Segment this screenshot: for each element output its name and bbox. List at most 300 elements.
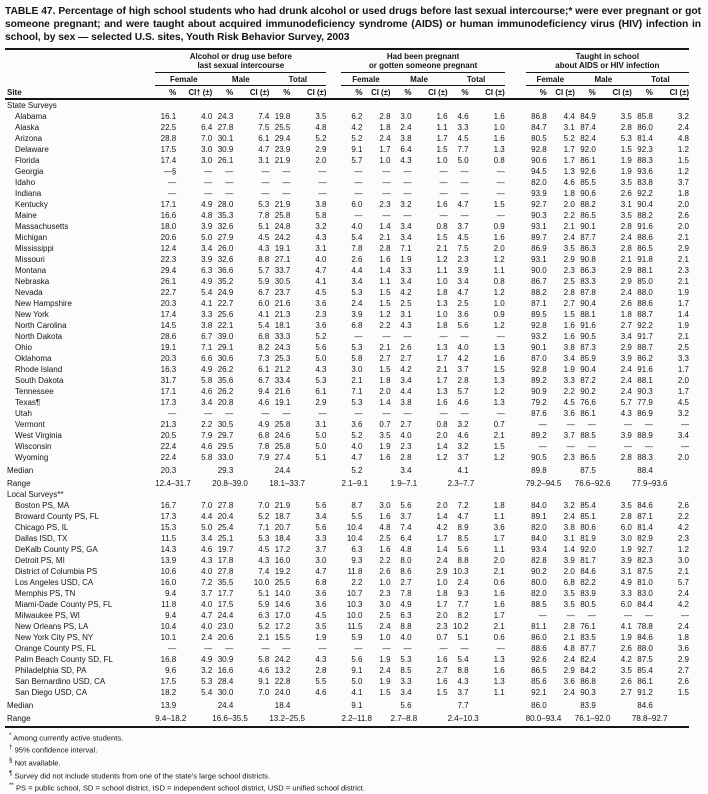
ci-value: 3.5 [620, 500, 632, 510]
ci-value: 2.7 [436, 665, 448, 675]
table-row [5, 687, 689, 698]
value-cell [155, 199, 212, 210]
percent-value: 86.0 [531, 632, 547, 642]
ci-value: — [566, 419, 575, 429]
site-cell: Milwaukee PS, WI [15, 610, 80, 620]
value-cell [391, 408, 448, 419]
percent-value: 85.6 [531, 676, 547, 686]
value-cell [326, 397, 390, 408]
ci-value: 5.9 [258, 276, 270, 286]
median-value: 5.6 [400, 700, 412, 710]
col-group-pregnancy: Had been pregnant or gotten someone pregnant [326, 49, 504, 73]
percent-value: 30.0 [217, 687, 234, 697]
value-cell [505, 665, 575, 676]
percent-value: 14.6 [274, 599, 291, 609]
percent-value: 10.2 [453, 621, 469, 631]
range-value: 2.1–9.1 [341, 478, 369, 488]
ci-value: 1.2 [493, 320, 505, 330]
value-cell [632, 243, 689, 254]
value-cell [326, 199, 390, 210]
value-cell [326, 364, 390, 375]
ci-value: 7.4 [258, 566, 270, 576]
ci-value: 1.2 [677, 544, 689, 554]
table-row [5, 166, 689, 177]
value-cell [326, 298, 390, 309]
value-cell [505, 522, 575, 533]
value-cell [391, 243, 448, 254]
percent-value: 87.6 [531, 408, 547, 418]
value-cell [155, 254, 212, 265]
site-cell: DeKalb County PS, GA [15, 544, 98, 554]
ci-value: 1.7 [677, 364, 689, 374]
ci-value: 5.7 [258, 265, 270, 275]
ci-value: — [623, 441, 632, 451]
percent-value: 29.4 [160, 265, 177, 275]
value-cell [632, 511, 689, 522]
percent-value: 7.4 [400, 522, 412, 532]
value-cell [326, 430, 390, 441]
value-cell [155, 476, 212, 489]
ci-value: — [261, 177, 270, 187]
percent-value: — [460, 188, 469, 198]
value-cell [212, 342, 269, 353]
ci-value: 2.5 [379, 610, 391, 620]
value-cell [505, 430, 575, 441]
value-cell [269, 375, 326, 386]
site-col-spacer [5, 73, 155, 86]
measure-pct-ci: % CI (±) [505, 86, 575, 99]
table-row [5, 555, 689, 566]
subheader-total: Total [632, 73, 689, 86]
ci-value: 4.0 [201, 621, 213, 631]
site-cell: Broward County PS, FL [15, 511, 100, 521]
value-cell [212, 166, 269, 177]
ci-value: 1.5 [379, 364, 391, 374]
value-cell [632, 122, 689, 133]
ci-value: 2.1 [563, 632, 575, 642]
ci-value: — [261, 408, 270, 418]
ci-value: 1.4 [379, 397, 391, 407]
value-cell [212, 188, 269, 199]
value-cell [269, 566, 326, 577]
ci-value: 3.0 [620, 533, 632, 543]
value-cell [391, 353, 448, 364]
value-cell [212, 386, 269, 397]
site-cell: San Bernardino USD, CA [15, 676, 106, 686]
percent-value: 3.7 [457, 364, 469, 374]
value-cell [212, 353, 269, 364]
percent-value: 84.6 [580, 566, 596, 576]
percent-value: 5.6 [457, 320, 469, 330]
value-cell [212, 232, 269, 243]
value-cell [391, 122, 448, 133]
value-cell [448, 133, 505, 144]
percent-value: 28.4 [217, 676, 234, 686]
table-row [5, 386, 689, 397]
table-row [5, 654, 689, 665]
ci-value: 1.3 [563, 166, 575, 176]
ci-value: 1.1 [493, 544, 505, 554]
value-cell [505, 397, 575, 408]
measure-pct-ci: % CI (±) [632, 86, 689, 99]
percent-value: 7.7 [457, 599, 469, 609]
value-cell [269, 331, 326, 342]
percent-value: 76.6 [580, 397, 596, 407]
percent-value: 17.8 [217, 555, 234, 565]
percent-value: 4.2 [400, 287, 412, 297]
site-cell: New Hampshire [15, 298, 72, 308]
table-row [5, 643, 689, 654]
ci-value: 0.9 [493, 309, 505, 319]
value-cell [391, 397, 448, 408]
measure-pct-ci: % CI (±) [575, 86, 632, 99]
percent-value: 8.2 [457, 610, 469, 620]
value-cell [155, 463, 212, 476]
percent-value: — [403, 177, 412, 187]
value-cell [575, 452, 632, 463]
value-cell [575, 544, 632, 555]
percent-value: 10.6 [160, 566, 177, 576]
percent-value: 17.4 [160, 155, 177, 165]
table-row [5, 500, 689, 511]
percent-value: 84.2 [580, 665, 596, 675]
value-cell [505, 687, 575, 698]
table-row [5, 155, 689, 166]
percent-value: 20.8 [217, 397, 234, 407]
percent-value: 3.4 [400, 276, 412, 286]
value-cell [632, 133, 689, 144]
value-cell [575, 588, 632, 599]
value-cell [505, 199, 575, 210]
site-cell: South Dakota [15, 375, 64, 385]
value-cell [155, 698, 212, 711]
value-cell [269, 441, 326, 452]
ci-value: 4.3 [201, 555, 213, 565]
ci-value: 3.7 [677, 177, 689, 187]
value-cell [326, 111, 390, 122]
subheader-male: Male [391, 73, 448, 86]
percent-value: — [168, 177, 177, 187]
percent-value: 8.5 [457, 533, 469, 543]
percent-value: 90.1 [580, 221, 596, 231]
value-cell [391, 463, 448, 476]
percent-value: 4.5 [457, 133, 469, 143]
value-cell [212, 122, 269, 133]
percent-value: 19.1 [274, 397, 291, 407]
percent-value: 32.6 [217, 221, 234, 231]
ci-value: 2.6 [620, 188, 632, 198]
ci-value: 2.8 [315, 665, 327, 675]
ci-value: 1.2 [493, 287, 505, 297]
value-cell [575, 298, 632, 309]
ci-value: 4.1 [315, 276, 327, 286]
range-value: 13.2–25.5 [269, 713, 305, 723]
value-cell [391, 687, 448, 698]
value-cell [505, 298, 575, 309]
ci-value: 7.9 [258, 452, 270, 462]
value-cell [212, 199, 269, 210]
value-cell [212, 309, 269, 320]
value-cell [632, 386, 689, 397]
site-cell: Indiana [15, 188, 42, 198]
ci-value: 4.8 [677, 133, 689, 143]
ci-value: 3.2 [201, 665, 213, 675]
percent-value: 86.1 [580, 408, 596, 418]
value-cell [632, 320, 689, 331]
value-cell [575, 408, 632, 419]
ci-value: 2.0 [677, 375, 689, 385]
percent-value: 92.7 [637, 544, 653, 554]
value-cell [632, 254, 689, 265]
percent-value: 3.7 [457, 452, 469, 462]
value-cell [632, 463, 689, 476]
ci-value: 1.9 [620, 632, 632, 642]
ci-value: 9.4 [258, 386, 270, 396]
ci-value: 4.0 [201, 599, 213, 609]
section-header-row [5, 99, 689, 111]
ci-value: 1.6 [493, 353, 505, 363]
table-row [5, 511, 689, 522]
value-cell [505, 331, 575, 342]
range-value: 2.7–8.8 [390, 713, 418, 723]
ci-value: 7.8 [258, 210, 270, 220]
value-cell [269, 320, 326, 331]
percent-value: — [168, 408, 177, 418]
value-cell [391, 166, 448, 177]
value-cell [326, 577, 390, 588]
value-cell [448, 320, 505, 331]
value-cell [269, 463, 326, 476]
value-cell [448, 386, 505, 397]
percent-value: — [403, 643, 412, 653]
percent-value: 4.0 [457, 342, 469, 352]
col-group-alcohol-drug-use: Alcohol or drug use before last sexual intercourse [155, 49, 326, 73]
ci-value: 5.0 [315, 430, 327, 440]
subheader-total: Total [269, 73, 326, 86]
percent-value: 10.0 [346, 610, 363, 620]
site-cell: Philadelphia SD, PA [15, 665, 87, 675]
ci-value: 3.6 [315, 588, 327, 598]
value-cell [575, 430, 632, 441]
range-label: Range [7, 478, 31, 488]
value-cell [326, 287, 390, 298]
ci-value: — [261, 188, 270, 198]
percent-value: 85.8 [637, 111, 653, 121]
value-cell [448, 555, 505, 566]
ci-value: 1.3 [493, 342, 505, 352]
value-cell [448, 676, 505, 687]
percent-value: 28.0 [217, 199, 234, 209]
value-cell [575, 711, 632, 727]
percent-value: — [354, 166, 363, 176]
value-cell [326, 522, 390, 533]
value-cell [391, 430, 448, 441]
value-cell [632, 221, 689, 232]
ci-value: 6.8 [315, 577, 327, 587]
value-cell [212, 298, 269, 309]
percent-value: 17.5 [160, 144, 177, 154]
ci-value: 3.9 [201, 254, 213, 264]
percent-value: 35.2 [217, 276, 234, 286]
value-cell [575, 122, 632, 133]
percent-value: 92.8 [531, 364, 547, 374]
value-cell [269, 599, 326, 610]
percent-value: 4.6 [457, 397, 469, 407]
percent-value: 87.8 [580, 287, 596, 297]
value-cell [505, 711, 575, 727]
table-row [5, 298, 689, 309]
percent-value: 88.7 [637, 342, 653, 352]
site-cell: Texas¶ [15, 397, 41, 407]
value-cell [448, 199, 505, 210]
value-cell [575, 320, 632, 331]
percent-value: 20.6 [217, 632, 234, 642]
median-value: 5.2 [351, 465, 363, 475]
ci-value: 2.4 [436, 555, 448, 565]
value-cell [212, 452, 269, 463]
table-row [5, 419, 689, 430]
ci-value: 4.6 [201, 386, 213, 396]
value-cell [505, 555, 575, 566]
percent-value: 25.5 [274, 122, 291, 132]
ci-value: 3.3 [201, 309, 213, 319]
value-cell [212, 133, 269, 144]
value-cell [575, 166, 632, 177]
table-row [5, 144, 689, 155]
ci-value: 2.1 [493, 430, 505, 440]
value-cell [632, 408, 689, 419]
ci-value: 4.5 [315, 610, 327, 620]
ci-value: 0.6 [493, 632, 505, 642]
percent-value: 3.7 [457, 221, 469, 231]
ci-value: 1.3 [493, 676, 505, 686]
percent-value: 83.8 [637, 177, 653, 187]
value-cell [448, 397, 505, 408]
percent-value: 16.0 [160, 577, 177, 587]
percent-value: 87.1 [531, 298, 547, 308]
ci-value: 7.9 [201, 430, 213, 440]
value-cell [391, 476, 448, 489]
ci-value: 1.8 [379, 122, 391, 132]
ci-value: 2.9 [620, 276, 632, 286]
percent-value: — [460, 408, 469, 418]
value-cell [155, 309, 212, 320]
value-cell [632, 353, 689, 364]
percent-value: 6.3 [400, 610, 412, 620]
ci-value: 3.5 [620, 177, 632, 187]
ci-value: 4.9 [201, 654, 213, 664]
median-value: 13.9 [160, 700, 177, 710]
ci-value: 1.8 [493, 500, 505, 510]
ci-value: 4.1 [258, 309, 270, 319]
range-value: 20.8–39.0 [212, 478, 248, 488]
ci-value: 1.9 [379, 654, 391, 664]
ci-value: 1.4 [677, 309, 689, 319]
ci-value: 2.1 [620, 254, 632, 264]
percent-value: 15.3 [160, 522, 177, 532]
site-cell: New Orleans PS, LA [15, 621, 89, 631]
value-cell [155, 544, 212, 555]
value-cell [269, 643, 326, 654]
percent-value: 3.4 [400, 232, 412, 242]
ci-value: 2.5 [379, 533, 391, 543]
ci-value: 1.0 [436, 309, 448, 319]
value-cell [632, 364, 689, 375]
value-cell [632, 687, 689, 698]
percent-value: 33.7 [274, 265, 291, 275]
value-cell [212, 320, 269, 331]
percent-value: 4.7 [457, 287, 469, 297]
value-cell [391, 511, 448, 522]
ci-value: 5.2 [315, 331, 327, 341]
ci-value: 2.0 [493, 555, 505, 565]
value-cell [326, 122, 390, 133]
percent-value: 82.0 [531, 588, 547, 598]
ci-value: 2.3 [379, 588, 391, 598]
measure-header-row [5, 86, 689, 99]
ci-value: 1.3 [436, 298, 448, 308]
footnote: † 95% confidence interval. [9, 744, 98, 755]
value-cell [155, 522, 212, 533]
footnote-mark: § [9, 756, 13, 764]
value-cell [326, 331, 390, 342]
range-value: 9.4–18.2 [155, 713, 187, 723]
percent-value: 25.8 [274, 441, 291, 451]
value-cell [632, 177, 689, 188]
ci-value: 4.6 [258, 665, 270, 675]
percent-value: 5.0 [457, 155, 469, 165]
ci-value: 5.1 [315, 452, 327, 462]
site-cell: Orange County PS, FL [15, 643, 96, 653]
value-cell [212, 544, 269, 555]
ci-value: 3.0 [201, 144, 213, 154]
ci-value: 3.6 [315, 298, 327, 308]
site-cell: Rhode Island [15, 364, 63, 374]
ci-value: 2.8 [379, 243, 391, 253]
percent-value: — [282, 166, 291, 176]
ci-value: 1.7 [677, 298, 689, 308]
percent-value: 29.7 [217, 430, 234, 440]
ci-value: 3.5 [315, 621, 327, 631]
ci-value: 3.6 [315, 599, 327, 609]
ci-value: 5.6 [315, 522, 327, 532]
site-cell: North Dakota [15, 331, 63, 341]
percent-value: 93.2 [531, 331, 547, 341]
value-cell [212, 276, 269, 287]
percent-value: 90.8 [580, 254, 596, 264]
value-cell [212, 577, 269, 588]
percent-value: 85.9 [580, 353, 596, 363]
value-cell [269, 500, 326, 511]
ci-value: 4.4 [201, 511, 213, 521]
ci-value: 1.2 [436, 254, 448, 264]
table-row [5, 621, 689, 632]
percent-value: — [403, 188, 412, 198]
percent-value: 88.1 [580, 309, 596, 319]
ci-value: 2.2 [677, 511, 689, 521]
value-cell [326, 188, 390, 199]
percent-value: 9.4 [165, 610, 177, 620]
value-cell [155, 287, 212, 298]
ci-value: 1.6 [563, 331, 575, 341]
subheader-male: Male [212, 73, 269, 86]
value-cell [269, 544, 326, 555]
value-cell [505, 232, 575, 243]
percent-value: 21.9 [274, 199, 291, 209]
value-cell [155, 320, 212, 331]
measure-pct-ci: % CI (±) [448, 86, 505, 99]
percent-value: 89.7 [531, 232, 547, 242]
